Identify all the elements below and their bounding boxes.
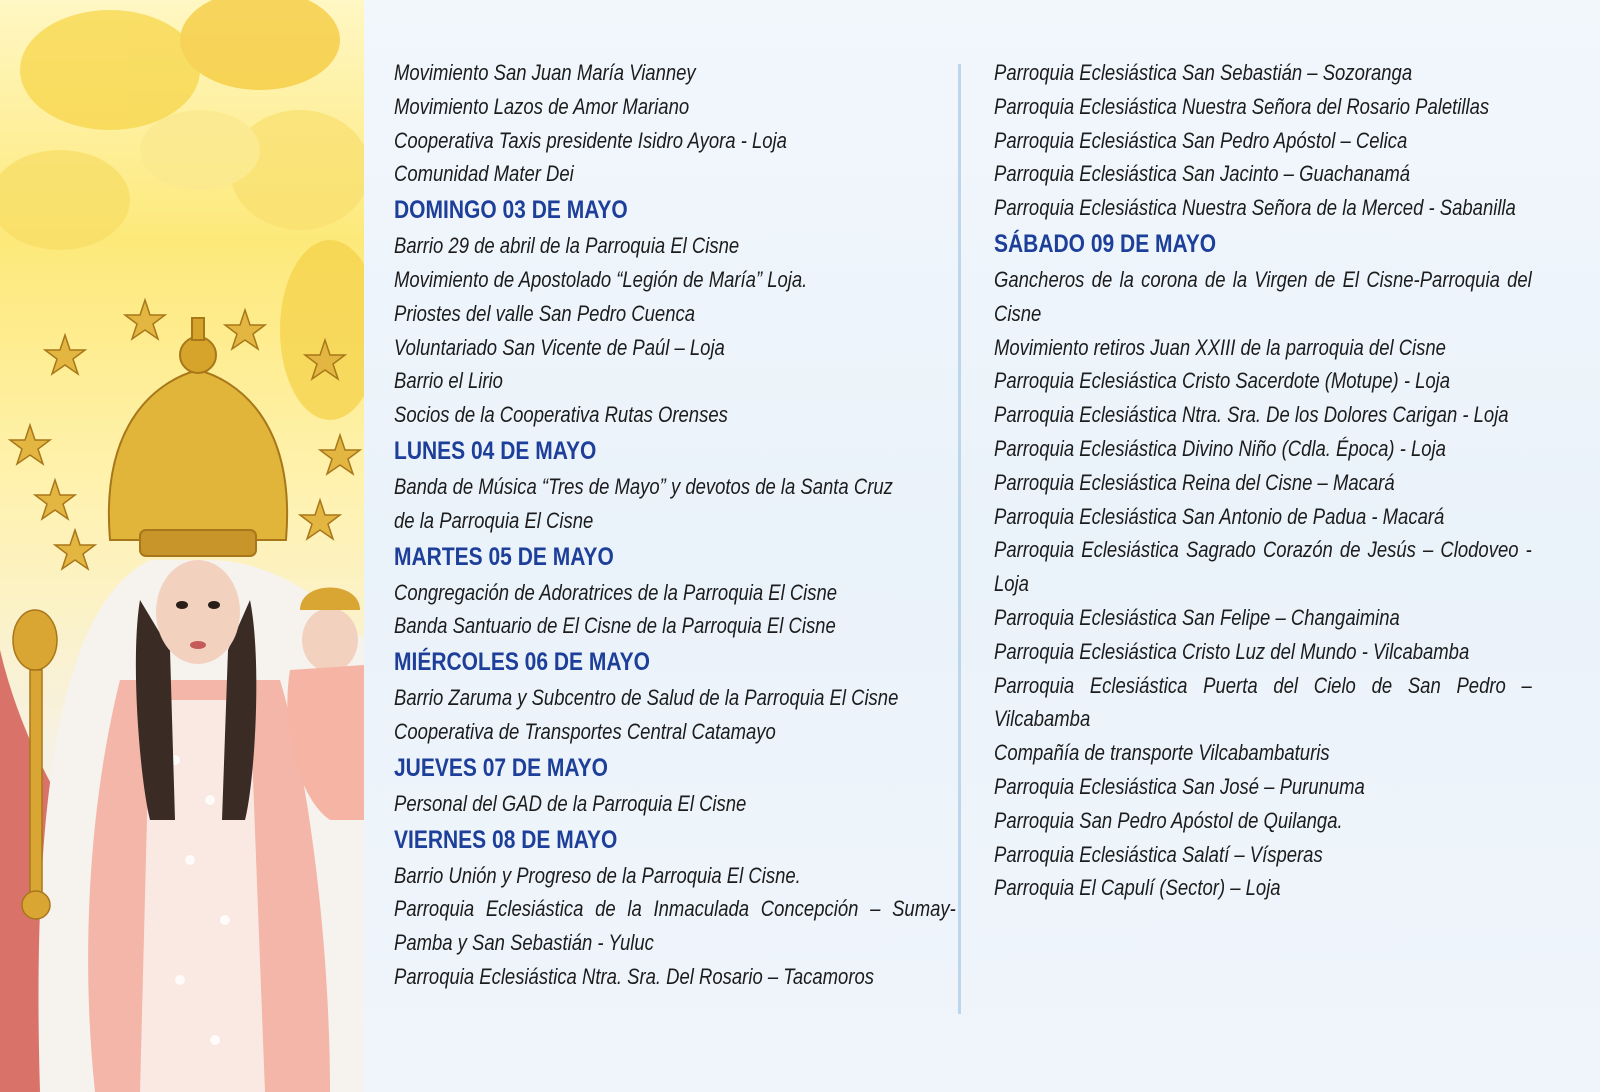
participant-entry: Gancheros de la corona de la Virgen de El Cisne-Parroquia del Cisne [994,266,1532,326]
participant-entry: Parroquia Eclesiástica Reina del Cisne – Macará [994,469,1395,495]
participant-entry: Barrio 29 de abril de la Parroquia El Cisne [394,233,740,259]
participant-entry: Parroquia Eclesiástica Nuestra Señora del Rosario Paletillas [994,93,1490,119]
participant-entry: Banda de Música “Tres de Mayo” y devotos de la Santa Cruz [394,473,893,499]
column-divider [958,64,961,1014]
participant-entry: Parroquia Eclesiástica Ntra. Sra. Del Rosario – Tacamoros [394,963,874,989]
participant-entry: Parroquia Eclesiástica Cristo Luz del Mundo - Vilcabamba [994,638,1470,664]
virgin-statue-illustration [0,0,364,1092]
participant-entry: Comunidad Mater Dei [394,161,574,187]
participant-entry: Parroquia Eclesiástica Sagrado Corazón de Jesús – Clodoveo - Loja [994,537,1532,597]
participant-entry: Parroquia Eclesiástica San Pedro Apóstol – Celica [994,127,1408,153]
participant-entry: Socios de la Cooperativa Rutas Orenses [394,402,728,428]
day-heading: SÁBADO 09 DE MAYO [994,229,1217,258]
participant-entry: Parroquia El Capulí (Sector) – Loja [994,875,1281,901]
participant-entry: Congregación de Adoratrices de la Parroquia El Cisne [394,579,838,605]
day-heading: LUNES 04 DE MAYO [394,436,597,465]
participant-entry: Parroquia Eclesiástica Cristo Sacerdote (Motupe) - Loja [994,368,1451,394]
participant-entry: Barrio el Lirio [394,368,503,394]
participant-entry: Cooperativa de Transportes Central Catamayo [394,718,776,744]
participant-entry: Parroquia Eclesiástica San Felipe – Changaimina [994,604,1400,630]
participant-entry: Priostes del valle San Pedro Cuenca [394,300,695,326]
participant-entry: Parroquia Eclesiástica San Jacinto – Guachanamá [994,161,1411,187]
participant-entry: Parroquia Eclesiástica Divino Niño (Cdla. Época) - Loja [994,435,1446,461]
participant-entry: Parroquia Eclesiástica Puerta del Cielo de San Pedro – Vilcabamba [994,672,1532,732]
day-heading: MIÉRCOLES 06 DE MAYO [394,648,650,677]
participant-entry: Parroquia San Pedro Apóstol de Quilanga. [994,807,1343,833]
participant-entry: Compañía de transporte Vilcabambaturis [994,740,1330,766]
participant-entry: Parroquia Eclesiástica San Antonio de Padua - Macará [994,503,1445,529]
participant-entry: de la Parroquia El Cisne [394,507,594,533]
participant-entry: Parroquia Eclesiástica Salatí – Vísperas [994,841,1323,867]
participant-entry: Barrio Unión y Progreso de la Parroquia El Cisne. [394,862,801,888]
participant-entry: Movimiento San Juan María Vianney [394,60,696,85]
participant-entry: Parroquia Eclesiástica San José – Purunuma [994,773,1365,799]
schedule-right-column [994,56,1532,905]
participant-entry: Parroquia Eclesiástica Ntra. Sra. De los Dolores Carigan - Loja [994,402,1509,428]
participant-entry: Barrio Zaruma y Subcentro de Salud de la Parroquia El Cisne [394,685,899,711]
participant-entry: Movimiento retiros Juan XXIII de la parroquia del Cisne [994,334,1446,360]
participant-entry: Cooperativa Taxis presidente Isidro Ayora - Loja [394,127,787,153]
participant-entry: Parroquia Eclesiástica Nuestra Señora de la Merced - Sabanilla [994,195,1516,221]
schedule-left-column [394,56,956,994]
participant-entry: Banda Santuario de El Cisne de la Parroquia El Cisne [394,613,836,639]
participant-entry: Movimiento Lazos de Amor Mariano [394,93,690,119]
participant-entry: Parroquia Eclesiástica San Sebastián – Sozoranga [994,60,1413,85]
day-heading: DOMINGO 03 DE MAYO [394,196,628,225]
day-heading: MARTES 05 DE MAYO [394,542,614,571]
statue-artwork [0,0,364,1092]
participant-entry: Personal del GAD de la Parroquia El Cisne [394,790,747,816]
participant-entry: Parroquia Eclesiástica de la Inmaculada Concepción – Sumay-Pamba y San Sebastián - Yuluc [394,896,956,956]
day-heading: VIERNES 08 DE MAYO [394,825,618,854]
day-heading: JUEVES 07 DE MAYO [394,753,608,782]
golden-crown [109,318,287,556]
participant-entry: Movimiento de Apostolado “Legión de María” Loja. [394,266,808,292]
participant-entry: Voluntariado San Vicente de Paúl – Loja [394,334,725,360]
